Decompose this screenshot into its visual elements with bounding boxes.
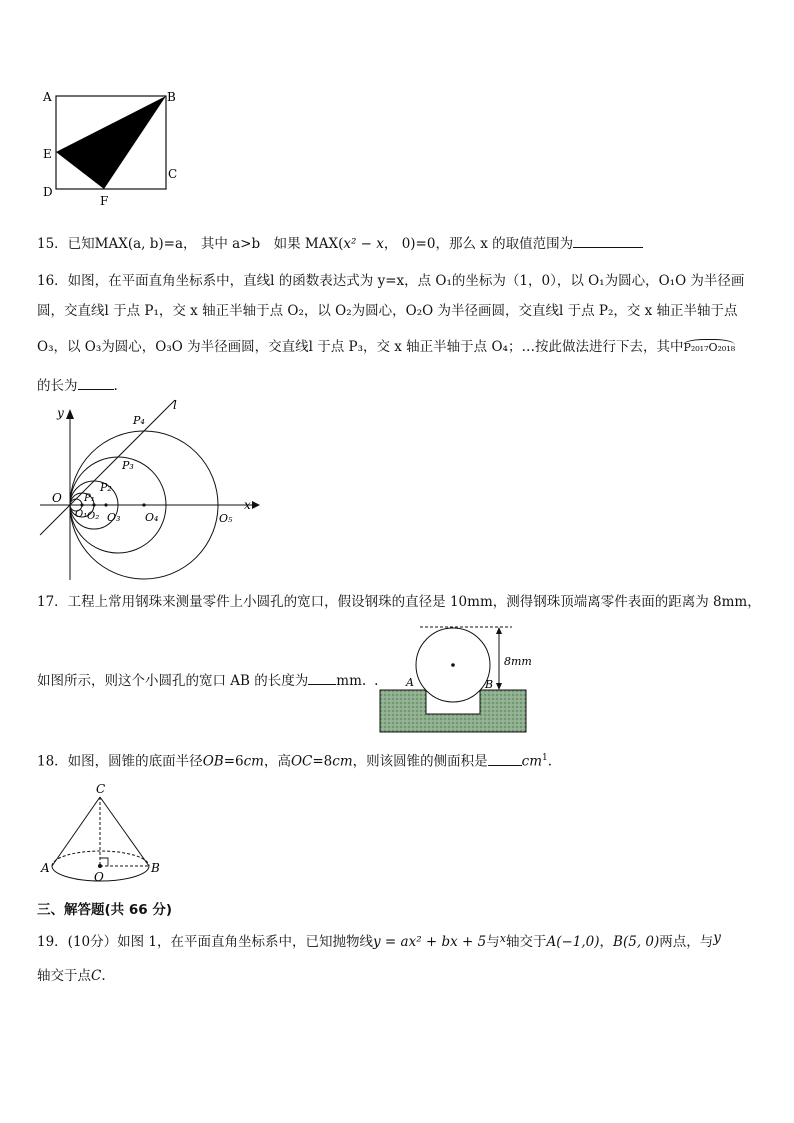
label-P4: P₄ [133, 414, 145, 427]
q16-line1: 16．如图，在平面直角坐标系中，直线l 的函数表达式为 y=x，点 O₁的坐标为（1，0），以 O₁为圆心，O₁O 为半径画 [37, 273, 745, 289]
q18-ob: OB [202, 753, 224, 770]
q17-line2 [37, 670, 378, 690]
q19-text-d: ， [599, 934, 614, 950]
q19-text-e: 两点，与 [659, 934, 714, 950]
q17-answer-blank [308, 670, 336, 685]
q19-point-B: B(5, 0) [613, 934, 660, 950]
label-O4: O₄ [145, 511, 159, 524]
label-C: C [168, 167, 178, 181]
point-O4 [104, 503, 107, 506]
q15-part1: 15．已知MAX(a, b)=a， 其中 a>b 如果 MAX( [37, 236, 344, 252]
q18-part1: 18．如图，圆锥的底面半径 [37, 753, 203, 770]
q19-point-C: C [91, 968, 102, 984]
q18-text [37, 749, 552, 771]
q18-unit1: cm [243, 753, 264, 770]
q19-line1 [37, 929, 721, 951]
cone-right-edge [100, 797, 149, 866]
label-P1: P₁ [84, 493, 95, 504]
y-axis-arrow [66, 409, 74, 419]
q16-line4-end: . [113, 378, 118, 394]
q15-answer-blank [573, 233, 643, 248]
q17-line2-text: 如图所示，则这个小圆孔的宽口 AB 的长度为 [37, 673, 309, 689]
q16-answer-blank [78, 375, 114, 390]
label-l: l [173, 398, 177, 412]
label-C: C [96, 782, 106, 796]
label-P2: P₂ [100, 481, 112, 494]
label-A: A [43, 90, 52, 104]
q17-figure [372, 618, 532, 736]
q16-arc-notation: P₂₀₁₇O₂₀₁₈ [683, 341, 736, 354]
label-B: B [151, 861, 160, 875]
label-O: O [94, 870, 104, 884]
label-O3: O₃ [107, 511, 121, 524]
label-E: E [43, 147, 52, 161]
q18-eq1: =6 [223, 753, 244, 770]
x-axis-arrow [252, 501, 260, 509]
q16-line3-text: O₃，以 O₃为圆心，O₃O 为半径画圆，交直线l 于点 P₃，交 x 轴正半轴于点 O₄；…按此做法进行下去，其中 [37, 339, 684, 355]
label-x: x [244, 498, 251, 512]
q14-figure [40, 84, 190, 209]
q15-text [37, 233, 643, 253]
label-O5: O₅ [219, 512, 233, 525]
q17-period-dot: . [374, 673, 379, 689]
q18-end: . [547, 753, 553, 770]
q19-point-A: A(−1,0) [546, 934, 600, 950]
label-B: B [485, 678, 494, 691]
label-A: A [41, 861, 50, 875]
label-B: B [167, 90, 176, 104]
q19-equation: y = ax² + bx + 5 [373, 934, 487, 950]
q18-unit: cm [521, 753, 543, 770]
label-O2: O₂ [87, 511, 100, 522]
label-y: y [57, 406, 64, 420]
q17-line1: 17．工程上常用钢珠来测量零件上小圆孔的宽口，假设钢珠的直径是 10mm，测得钢珠顶端离零件表面的距离为 8mm， [37, 594, 761, 610]
label-O1: O₁ [75, 509, 88, 520]
q18-oc: OC [290, 753, 313, 770]
point-O5 [142, 503, 145, 506]
q16-line4-text: 的长为 [37, 378, 78, 394]
q19-line2-end: . [101, 968, 106, 984]
q19-line2-text: 轴交于点 [37, 968, 91, 984]
q16-figure [30, 395, 270, 585]
point-O [98, 864, 102, 868]
q19-x-var: x [499, 932, 506, 945]
black-triangle [56, 96, 166, 189]
q18-unit-sup: 1 [542, 753, 548, 763]
q15-math: x² − x [343, 236, 384, 252]
q18-unit2: cm [332, 753, 353, 770]
ball-center [451, 663, 455, 667]
q18-answer-blank [488, 751, 522, 766]
label-O: O [52, 491, 62, 505]
q18-part2: ，高 [263, 753, 291, 770]
label-P3: P₃ [122, 459, 134, 472]
q18-figure [36, 780, 176, 886]
section-heading: 三、解答题(共 66 分) [37, 902, 173, 918]
label-F: F [100, 194, 109, 208]
q18-eq2: =8 [312, 753, 333, 770]
q18-part3: ，则该圆锥的侧面积是 [352, 753, 488, 770]
q16-line4 [37, 375, 118, 395]
q19-text-c: 轴交于 [505, 934, 547, 950]
q19-line2 [37, 967, 106, 985]
q16-line2: 圆，交直线l 于点 P₁，交 x 轴正半轴于点 O₂，以 O₂为圆心，O₂O 为半径画圆，交直线l 于点 P₂，交 x 轴正半轴于点 [37, 303, 738, 319]
cone-left-edge [52, 797, 100, 866]
label-D: D [43, 185, 53, 199]
q19-y-var: y [713, 930, 721, 946]
dim-label: 8mm [504, 655, 532, 668]
q16-line3 [37, 338, 735, 357]
q17-line2-end: mm. [336, 673, 367, 689]
q15-part2: ， 0)=0，那么 x 的取值范围为 [383, 236, 574, 252]
dim-arrow-bottom [496, 683, 502, 690]
q19-text-b: 与 [486, 934, 500, 950]
label-A: A [406, 676, 414, 689]
dim-arrow-top [496, 627, 502, 634]
q19-text-a: 19．(10分）如图 1，在平面直角坐标系中，已知抛物线 [37, 934, 374, 950]
